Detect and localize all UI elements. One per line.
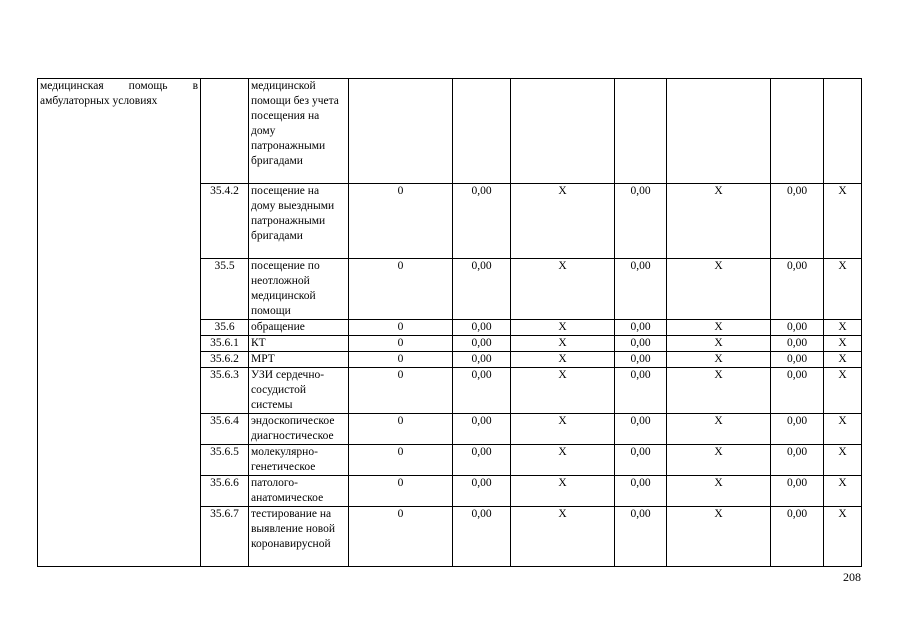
value-cell: 0,00 [615, 445, 667, 476]
value-cell: 0,00 [453, 414, 511, 445]
value-cell: X [511, 414, 615, 445]
value-cell: 0,00 [453, 184, 511, 259]
value-cell: 0 [349, 445, 453, 476]
value-cell: 0,00 [771, 507, 824, 567]
value-cell: 0,00 [771, 352, 824, 368]
value-cell: 0,00 [615, 259, 667, 320]
value-cell: X [824, 184, 862, 259]
code-cell: 35.6.4 [201, 414, 249, 445]
code-cell: 35.6.7 [201, 507, 249, 567]
value-cell: 0,00 [615, 336, 667, 352]
value-cell: 0 [349, 184, 453, 259]
value-cell: X [511, 352, 615, 368]
value-cell: X [667, 320, 771, 336]
value-cell: 0,00 [453, 507, 511, 567]
value-cell: 0 [349, 414, 453, 445]
code-cell [201, 79, 249, 184]
category-cell: медицинская помощь в амбулаторных условиях [38, 79, 201, 567]
value-cell: X [667, 507, 771, 567]
value-cell: 0,00 [771, 476, 824, 507]
name-cell: медицинской помощи без учета посещения на дому патронажными бригадами [249, 79, 349, 184]
value-cell: 0,00 [453, 320, 511, 336]
value-cell: X [511, 336, 615, 352]
value-cell: 0 [349, 507, 453, 567]
table-row [38, 79, 862, 184]
value-cell: X [824, 352, 862, 368]
value-cell [771, 79, 824, 184]
value-cell [511, 79, 615, 184]
value-cell: 0,00 [453, 476, 511, 507]
value-cell: X [667, 184, 771, 259]
value-cell: 0,00 [453, 352, 511, 368]
value-cell: 0 [349, 259, 453, 320]
value-cell: 0,00 [615, 320, 667, 336]
value-cell: 0 [349, 320, 453, 336]
name-cell: эндоскопическое диагностическое [249, 414, 349, 445]
value-cell: 0,00 [615, 184, 667, 259]
value-cell: 0,00 [615, 507, 667, 567]
value-cell: 0,00 [771, 414, 824, 445]
value-cell: 0,00 [771, 368, 824, 414]
value-cell: X [667, 476, 771, 507]
value-cell: 0,00 [453, 368, 511, 414]
value-cell: 0 [349, 352, 453, 368]
code-cell: 35.6.2 [201, 352, 249, 368]
value-cell: X [667, 336, 771, 352]
value-cell: 0,00 [615, 352, 667, 368]
value-cell: X [667, 352, 771, 368]
value-cell: 0 [349, 476, 453, 507]
value-cell: X [511, 476, 615, 507]
code-cell: 35.6 [201, 320, 249, 336]
value-cell: 0,00 [615, 476, 667, 507]
name-cell: посещение по неотложной медицинской помощи [249, 259, 349, 320]
value-cell: 0,00 [615, 414, 667, 445]
value-cell: X [667, 414, 771, 445]
name-cell: УЗИ сердечно-сосудистой системы [249, 368, 349, 414]
code-cell: 35.6.5 [201, 445, 249, 476]
value-cell: X [824, 336, 862, 352]
value-cell [453, 79, 511, 184]
name-cell: патолого-анатомическое [249, 476, 349, 507]
value-cell [824, 79, 862, 184]
data-table [37, 78, 862, 567]
value-cell: X [511, 259, 615, 320]
code-cell: 35.5 [201, 259, 249, 320]
value-cell: X [667, 368, 771, 414]
value-cell: X [511, 184, 615, 259]
value-cell: 0,00 [771, 320, 824, 336]
value-cell: X [667, 445, 771, 476]
value-cell: 0,00 [771, 259, 824, 320]
value-cell [615, 79, 667, 184]
code-cell: 35.6.3 [201, 368, 249, 414]
page-number: 208 [843, 570, 861, 584]
value-cell: X [824, 368, 862, 414]
code-cell: 35.4.2 [201, 184, 249, 259]
name-cell: посещение на дому выездными патронажными бригадами [249, 184, 349, 259]
name-cell: тестирование на выявление новой коронавирусной [249, 507, 349, 567]
value-cell: 0,00 [615, 368, 667, 414]
value-cell: X [824, 320, 862, 336]
value-cell: 0 [349, 368, 453, 414]
value-cell [667, 79, 771, 184]
value-cell: X [824, 445, 862, 476]
name-cell: КТ [249, 336, 349, 352]
value-cell: X [824, 259, 862, 320]
value-cell: 0,00 [453, 259, 511, 320]
value-cell: X [511, 320, 615, 336]
value-cell: 0,00 [771, 184, 824, 259]
name-cell: обращение [249, 320, 349, 336]
code-cell: 35.6.6 [201, 476, 249, 507]
value-cell: 0,00 [453, 336, 511, 352]
value-cell: X [824, 414, 862, 445]
value-cell: X [511, 445, 615, 476]
value-cell: X [511, 507, 615, 567]
name-cell: МРТ [249, 352, 349, 368]
value-cell: 0,00 [771, 445, 824, 476]
value-cell [349, 79, 453, 184]
code-cell: 35.6.1 [201, 336, 249, 352]
value-cell: X [511, 368, 615, 414]
value-cell: 0,00 [453, 445, 511, 476]
value-cell: X [667, 259, 771, 320]
value-cell: 0 [349, 336, 453, 352]
value-cell: X [824, 507, 862, 567]
name-cell: молекулярно-генетическое [249, 445, 349, 476]
value-cell: 0,00 [771, 336, 824, 352]
value-cell: X [824, 476, 862, 507]
